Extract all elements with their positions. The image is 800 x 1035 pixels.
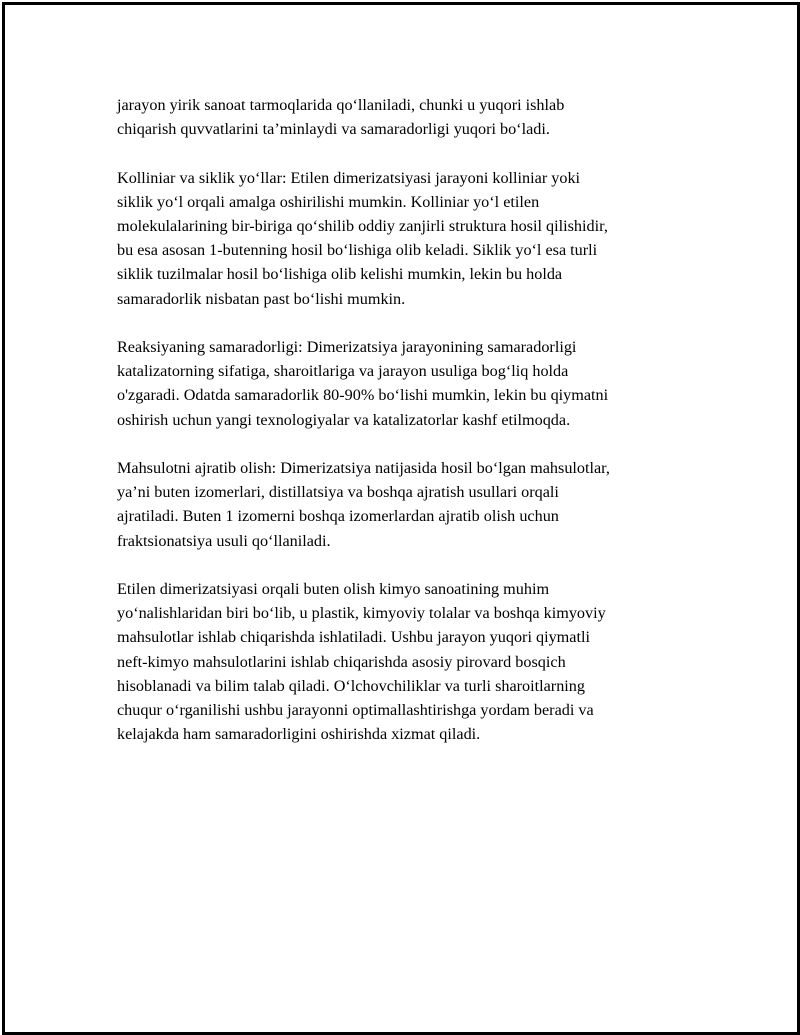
text-line: mahsulotlar ishlab chiqarishda ishlatiladi. Ushbu jarayon yuqori qiymatli — [117, 628, 590, 647]
text-line: siklik yo‘l orqali amalga oshirilishi mumkin. Kolliniar yo‘l etilen — [117, 192, 540, 211]
text-line: hisoblanadi va bilim talab qiladi. O‘lchovchiliklar va turli sharoitlarning — [117, 676, 585, 695]
document-body — [117, 93, 697, 771]
text-line: fraktsionatsiya usuli qo‘llaniladi. — [117, 531, 331, 550]
paragraph-conclusion — [117, 577, 697, 746]
text-line: Reaksiyaning samaradorligi: Dimerizatsiya jarayonining samaradorligi — [117, 338, 577, 356]
text-line: neft-kimyo mahsulotlarini ishlab chiqarishda asosiy pirovard bosqich — [117, 652, 566, 671]
text-line: kelajakda ham samaradorligini oshirishda xizmat qiladi. — [117, 725, 481, 744]
text-line: chuqur o‘rganilishi ushbu jarayonni optimallashtirishga yordam beradi va — [117, 701, 594, 720]
text-line: yo‘nalishlaridan biri bo‘lib, u plastik, kimyoviy tolalar va boshqa kimyoviy — [117, 604, 606, 623]
text-line: molekulalarining bir-biriga qo‘shilib oddiy zanjirli struktura hosil qilishidir, — [117, 217, 608, 235]
paragraph-kolliniar-siklik — [117, 166, 697, 311]
text-line: ajratiladi. Buten 1 izomerni boshqa izomerlardan ajratib olish uchun — [117, 507, 559, 526]
paragraph-mahsulot-ajratish — [117, 456, 697, 553]
text-line: Etilen dimerizatsiyasi orqali buten olish kimyo sanoatining muhim — [117, 580, 550, 598]
text-line: Mahsulotni ajratib olish: Dimerizatsiya natijasida hosil bo‘lgan mahsulotlar, — [117, 459, 610, 477]
text-line: samaradorlik nisbatan past bo‘lishi mumkin. — [117, 289, 406, 308]
text-line: Kolliniar va siklik yo‘llar: Etilen dimerizatsiyasi jarayoni kolliniar yoki — [117, 168, 581, 187]
text-line: jarayon yirik sanoat tarmoqlarida qo‘llaniladi, chunki u yuqori ishlab — [117, 96, 565, 114]
text-line: katalizatorning sifatiga, sharoitlariga va jarayon usuliga bog‘liq holda — [117, 362, 569, 381]
text-line: siklik tuzilmalar hosil bo‘lishiga olib kelishi mumkin, lekin bu holda — [117, 265, 563, 284]
paragraph-intro-continuation — [117, 93, 697, 141]
paragraph-samaradorlik — [117, 335, 697, 432]
text-line: ya’ni buten izomerlari, distillatsiya va boshqa ajratish usullari orqali — [117, 483, 559, 502]
text-line: chiqarish quvvatlarini ta’minlaydi va samaradorligi yuqori bo‘ladi. — [117, 120, 550, 139]
text-line: bu esa asosan 1-butenning hosil bo‘lishiga olib keladi. Siklik yo‘l esa turli — [117, 241, 598, 260]
text-line: o'zgaradi. Odatda samaradorlik 80-90% bo‘lishi mumkin, lekin bu qiymatni — [117, 386, 609, 405]
text-line: oshirish uchun yangi texnologiyalar va katalizatorlar kashf etilmoqda. — [117, 410, 571, 429]
